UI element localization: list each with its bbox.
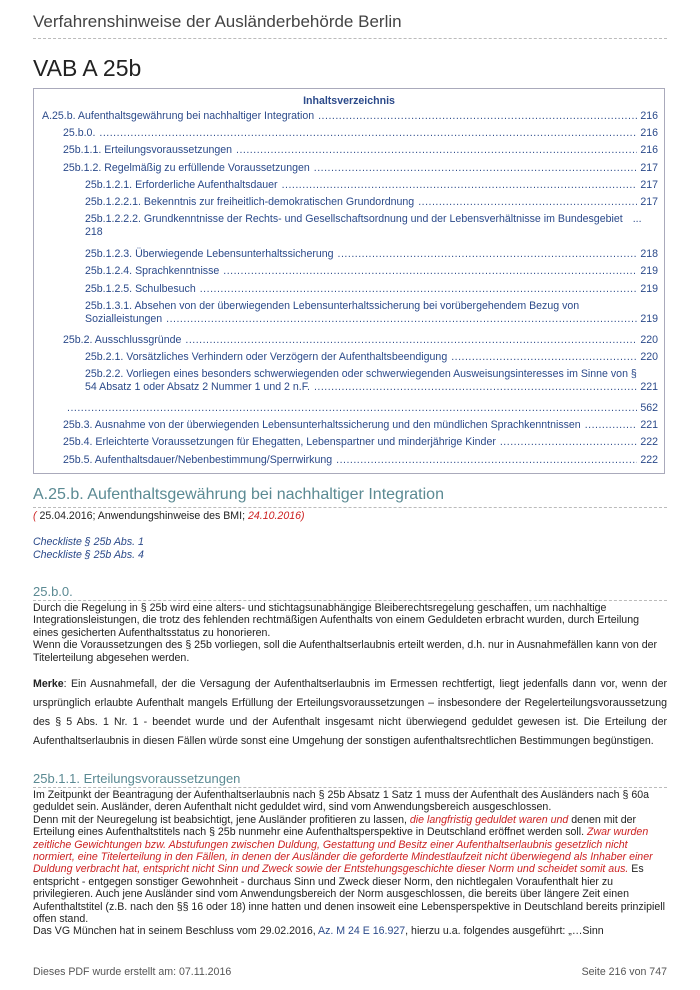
document-header: Verfahrenshinweise der Ausländerbehörde Berlin bbox=[33, 12, 667, 39]
toc-link[interactable]: 25b.1.2. Regelmäßig zu erfüllende Voraussetzungen ..... 217 bbox=[63, 162, 658, 175]
page-footer bbox=[33, 966, 667, 978]
footer-created: Dieses PDF wurde erstellt am: 07.11.2016 bbox=[33, 966, 232, 978]
toc-link[interactable]: A.25.b. Aufenthaltsgewährung bei nachhaltiger Integration ..... 216 bbox=[42, 110, 658, 123]
toc-link[interactable]: 25b.1.2.2.2. Grundkenntnisse der Rechts- und Gesellschaftsordnung und der Lebensverhältnisse im Bundesgebiet ... 218 bbox=[85, 213, 642, 238]
toc-link[interactable]: 25b.1.2.5. Schulbesuch ..... 219 bbox=[85, 283, 658, 296]
footer-page-number: Seite 216 von 747 bbox=[581, 966, 667, 978]
toc-link[interactable]: 25b.3. Ausnahme von der überwiegenden Lebensunterhaltssicherung und den mündlichen Sprachkenntnissen ..... 221 bbox=[63, 419, 658, 432]
page-title: VAB A 25b bbox=[33, 55, 142, 81]
toc-link[interactable]: 25b.1.2.4. Sprachkenntnisse ..... 219 bbox=[85, 265, 658, 278]
toc-link[interactable]: 25b.1.2.1. Erforderliche Aufenthaltsdauer ..... 217 bbox=[85, 179, 658, 192]
subsection-heading: 25.b.0. bbox=[33, 584, 667, 601]
toc-link[interactable]: 25b.2. Ausschlussgründe ..... 220 bbox=[63, 334, 658, 347]
toc-link[interactable]: 25b.2.2. Vorliegen eines besonders schwerwiegenden oder schwerwiegenden Ausweisungsinteresses im Sinne von § 54 Absatz 1 oder Absatz 2 Nummer 1 und 2 n.F. ..... 221 bbox=[85, 368, 658, 394]
date-line: ( 25.04.2016; Anwendungshinweise des BMI; 24.10.2016) bbox=[33, 510, 305, 522]
toc-link[interactable]: 25b.5. Aufenthaltsdauer/Nebenbestimmung/Sperrwirkung ..... 222 bbox=[63, 454, 658, 467]
table-of-contents bbox=[33, 88, 665, 474]
checklist-link-abs1[interactable]: Checkliste § 25b Abs. 1 bbox=[33, 536, 144, 548]
toc-link[interactable]: 25b.1.2.3. Überwiegende Lebensunterhaltssicherung ..... 218 bbox=[85, 248, 658, 261]
checklist-link-abs4[interactable]: Checkliste § 25b Abs. 4 bbox=[33, 549, 144, 561]
merke-paragraph: Merke: Ein Ausnahmefall, der die Versagung der Aufenthaltserlaubnis im Ermessen rechtfertigt, liegt jedenfalls dann vor, wenn der ursprünglich erlaubte Aufenthalt mangels Erfüllung der Erteilungsvoraussetzungen – insbesondere der Regelerteilungsvoraussetzung des § 5 Abs. 1 Nr. 1 - beendet wurde und der Aufenthalt insgesamt nicht überwiegend geduldet gewesen ist. Die Erteilung der Aufenthaltserlaubnis in diesen Fällen würde sonst eine Umgehung der sonstigen aufenthaltsrechtlichen Bestimmungen begünstigen. bbox=[33, 678, 667, 747]
toc-link[interactable]: 25b.4. Erleichterte Voraussetzungen für Ehegatten, Lebenspartner und minderjährige Kinder ..... 222 bbox=[63, 436, 658, 449]
toc-link[interactable]: 25b.2.1. Vorsätzliches Verhindern oder Verzögern der Aufenthaltsbeendigung ..... 220 bbox=[85, 351, 658, 364]
paragraph: Durch die Regelung in § 25b wird eine alters- und stichtagsunabhängige Bleiberechtsregelung geschaffen, um nachhaltige Integrationsleistungen, die trotz des fehlenden rechtmäßigen Aufenthalts von einem Geduldeten erbracht wurden, durch Erteilung eines gesicherten Aufenthaltsstatus zu honorieren. Wenn die Voraussetzungen des § 25b vorliegen, soll die Aufenthaltserlaubnis erteilt werden, d.h. nur in Ausnahmefällen kann von der Titelerteilung abgesehen werden. bbox=[33, 602, 658, 664]
toc-link[interactable]: 25b.1.1. Erteilungsvoraussetzungen ..... 216 bbox=[63, 144, 658, 157]
toc-link[interactable]: 25b.1.3.1. Absehen von der überwiegenden Lebensunterhaltssicherung bei vorübergehendem Bezug von Sozialleistungen ..... 219 bbox=[85, 300, 658, 326]
section-heading: A.25.b. Aufenthaltsgewährung bei nachhaltiger Integration bbox=[33, 486, 667, 508]
court-decision-link[interactable]: Az. M 24 E 16.927 bbox=[318, 925, 406, 938]
toc-link[interactable]: 25.b.0. ..... 216 bbox=[63, 127, 658, 140]
toc-link[interactable]: 25b.1.2.2.1. Bekenntnis zur freiheitlich-demokratischen Grundordnung ..... 217 bbox=[85, 196, 658, 209]
toc-title: Inhaltsverzeichnis bbox=[303, 95, 395, 107]
subsection-heading: 25b.1.1. Erteilungsvoraussetzungen bbox=[33, 771, 667, 788]
toc-link[interactable]: ..... 562 bbox=[67, 402, 658, 415]
paragraph: Im Zeitpunkt der Beantragung der Aufenthaltserlaubnis nach § 25b Absatz 1 Satz 1 muss der Aufenthalt des Ausländers nach § 60a geduldet sein. Ausländer, deren Aufenthalt nicht geduldet wird, sind vom Anwendungsbereich ausgeschlossen. Denn mit der Neuregelung ist beabsichtigt, jene Ausländer profitieren zu lassen, die langfristig geduldet waren und denen mit der Erteilung eines Aufenthaltstitels nach § 25b nunmehr eine Aufenthaltsperspektive in Deutschland eröffnet werden soll. Zwar wurden zeitliche Gewichtungen bzw. Abstufungen zwischen Duldung, Gestattung und Besitz einer Aufenthaltserlaubnis gesetzlich nicht normiert, eine Titelerteilung in den Fällen, in denen der Ausländer die geforderte Mindestlaufzeit nicht überwiegend als Inhaber einer Duldung verbracht hat, entspricht nicht Sinn und Zweck sowie der Entstehungsgeschichte dieser Norm und scheidet somit aus. Es entspricht - entgegen sonstiger Gewohnheit - durchaus Sinn und Zweck dieser Norm, den nichtlegalen Voraufenthalt hier zu privilegieren. Auch jene Ausländer sind vom Anwendungsbereich der Norm ausgeschlossen, die bereits über längere Zeit einen Aufenthaltstitel (z.B. nach den §§ 16 oder 18) inne hatten und denen insoweit eine Lebensperspektive in Deutschland bereits prinzipiell offen stand. Das VG München hat in seinem Beschluss vom 29.02.2016, Az. M 24 E 16.927, hierzu u.a. folgendes ausgeführt: „…Sinn bbox=[33, 789, 665, 938]
